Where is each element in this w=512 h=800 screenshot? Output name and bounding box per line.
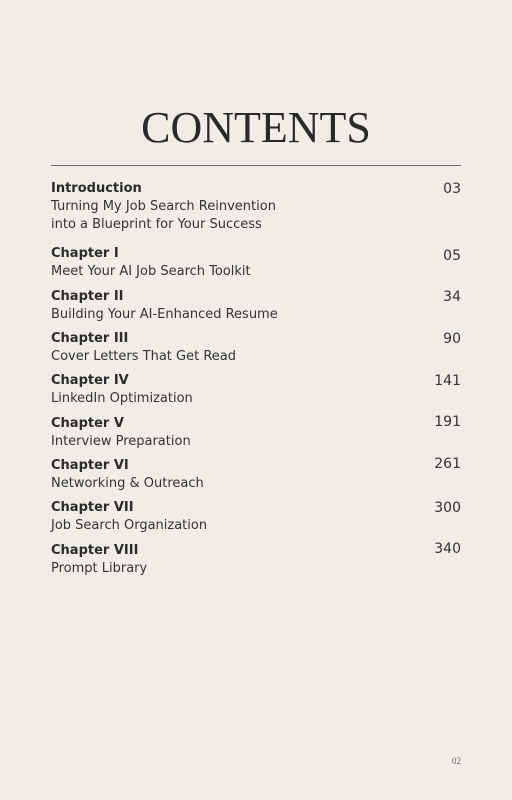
toc-entry-page-number: 90 xyxy=(443,331,461,347)
toc-entry-subtitle: Networking & Outreach xyxy=(51,476,204,491)
toc-entry-chapter-4[interactable] xyxy=(51,372,461,408)
toc-entry-heading: Introduction xyxy=(51,181,142,196)
toc-entry-chapter-5[interactable] xyxy=(51,415,461,451)
toc-entry-subtitle: Cover Letters That Get Read xyxy=(51,349,236,364)
toc-entry-page-number: 05 xyxy=(443,248,461,264)
toc-entry-subtitle-line-2: into a Blueprint for Your Success xyxy=(51,217,262,232)
toc-entry-introduction[interactable] xyxy=(51,180,461,234)
toc-entry-heading: Chapter VIII xyxy=(51,543,139,558)
toc-entry-chapter-8[interactable] xyxy=(51,542,461,578)
toc-entry-chapter-7[interactable] xyxy=(51,499,461,535)
toc-entry-page-number: 03 xyxy=(443,181,461,197)
toc-entry-chapter-1[interactable] xyxy=(51,245,461,281)
toc-entry-subtitle: LinkedIn Optimization xyxy=(51,391,193,406)
toc-entry-chapter-2[interactable] xyxy=(51,288,461,324)
toc-entry-subtitle: Meet Your AI Job Search Toolkit xyxy=(51,264,251,279)
toc-entry-subtitle: Building Your AI-Enhanced Resume xyxy=(51,307,278,322)
toc-entry-subtitle: Prompt Library xyxy=(51,561,148,576)
page-number-footer: 02 xyxy=(452,756,461,766)
toc-entry-heading: Chapter II xyxy=(51,289,124,304)
toc-entry-page-number: 34 xyxy=(443,289,461,305)
toc-entry-subtitle-line-1: Turning My Job Search Reinvention xyxy=(51,199,276,214)
toc-entry-chapter-6[interactable] xyxy=(51,457,461,493)
toc-entry-subtitle: Interview Preparation xyxy=(51,434,191,449)
toc-entry-page-number: 141 xyxy=(434,373,461,389)
toc-entry-heading: Chapter V xyxy=(51,416,124,431)
toc-entry-heading: Chapter VII xyxy=(51,500,134,515)
toc-entry-chapter-3[interactable] xyxy=(51,330,461,366)
toc-entry-heading: Chapter IV xyxy=(51,373,129,388)
toc-entry-page-number: 261 xyxy=(434,456,461,472)
toc-entry-heading: Chapter III xyxy=(51,331,129,346)
toc-entry-heading: Chapter I xyxy=(51,246,119,261)
toc-entry-page-number: 300 xyxy=(434,500,461,516)
toc-entry-subtitle: Job Search Organization xyxy=(51,518,208,533)
title-divider xyxy=(51,165,461,166)
toc-entry-page-number: 340 xyxy=(434,541,461,557)
toc-entry-heading: Chapter VI xyxy=(51,458,129,473)
page-title: CONTENTS xyxy=(141,103,371,152)
toc-entry-page-number: 191 xyxy=(434,414,461,430)
